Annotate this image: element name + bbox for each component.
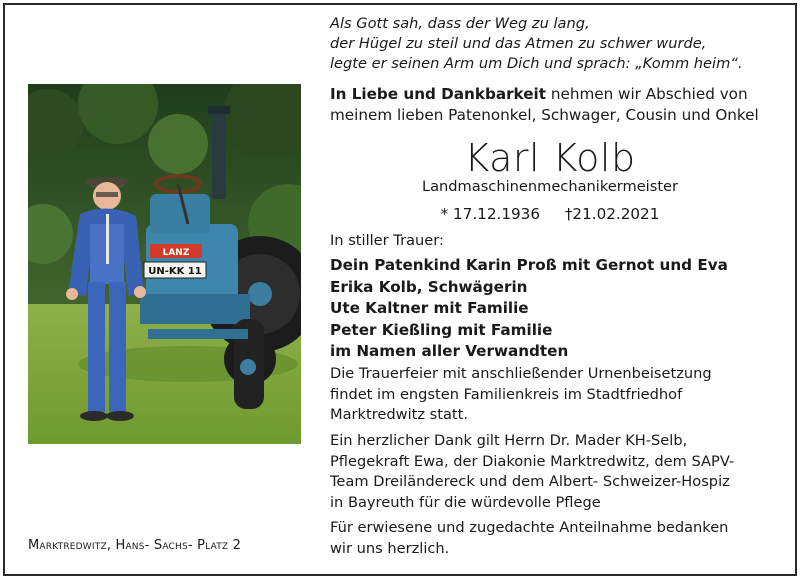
intro-line2: meinem lieben Patenonkel, Schwager, Cousin und Onkel xyxy=(330,106,759,124)
paragraph-line: Pflegekraft Ewa, der Diakonie Marktredwitz, dem SAPV- xyxy=(330,452,735,470)
paragraph-line: Ein herzlicher Dank gilt Herrn Dr. Mader KH-Selb, xyxy=(330,432,688,449)
address: Marktredwitz, Hans- Sachs- Platz 2 xyxy=(28,538,242,553)
poem-line: der Hügel zu steil und das Atmen zu schwer wurde, xyxy=(330,35,707,52)
license-plate: UN-KK 11 xyxy=(148,266,202,277)
deceased-name: Karl Kolb xyxy=(464,136,636,180)
mourner: Dein Patenkind Karin Proß mit Gernot und Eva xyxy=(330,256,728,274)
intro-bold: In Liebe und Dankbarkeit xyxy=(330,85,547,103)
mourner: im Namen aller Verwandten xyxy=(330,342,569,361)
poem-line: Als Gott sah, dass der Weg zu lang, xyxy=(330,15,590,32)
paragraph-line: Marktredwitz statt. xyxy=(330,406,468,423)
thanks-paragraph xyxy=(330,431,770,513)
birth-date: * 17.12.1936 xyxy=(440,205,540,223)
mourners-list xyxy=(330,255,780,363)
paragraph-line: Team Dreiländereck und dem Albert- Schweizer-Hospiz xyxy=(330,473,730,490)
tractor-badge: LANZ xyxy=(162,248,190,258)
mourner: Ute Kaltner mit Familie xyxy=(330,299,529,318)
deceased-profession: Landmaschinenmechanikermeister xyxy=(421,178,679,195)
paragraph-line: Für erwiesene und zugedachte Anteilnahme bedanken xyxy=(330,519,729,536)
condolence-paragraph xyxy=(330,518,770,559)
portrait-photo xyxy=(28,84,301,444)
mourner: Erika Kolb, Schwägerin xyxy=(330,277,528,296)
life-dates xyxy=(330,203,770,225)
mourning-label: In stiller Trauer: xyxy=(330,232,444,249)
mourner: Peter Kießling mit Familie xyxy=(330,320,553,339)
intro-text xyxy=(330,84,780,126)
man-with-tractor-photo xyxy=(28,84,301,444)
funeral-paragraph xyxy=(330,364,770,426)
paragraph-line: wir uns herzlich. xyxy=(330,539,450,557)
paragraph-line: findet im engsten Familienkreis im Stadtfriedhof xyxy=(330,385,683,403)
death-date: †21.02.2021 xyxy=(564,205,660,223)
paragraph-line: in Bayreuth für die würdevolle Pflege xyxy=(330,493,601,511)
poem xyxy=(330,14,770,74)
paragraph-line: Die Trauerfeier mit anschließender Urnenbeisetzung xyxy=(330,365,712,382)
poem-line: legte er seinen Arm um Dich und sprach: „Komm heim“. xyxy=(330,55,743,72)
intro-rest: nehmen wir Abschied von xyxy=(546,85,748,103)
